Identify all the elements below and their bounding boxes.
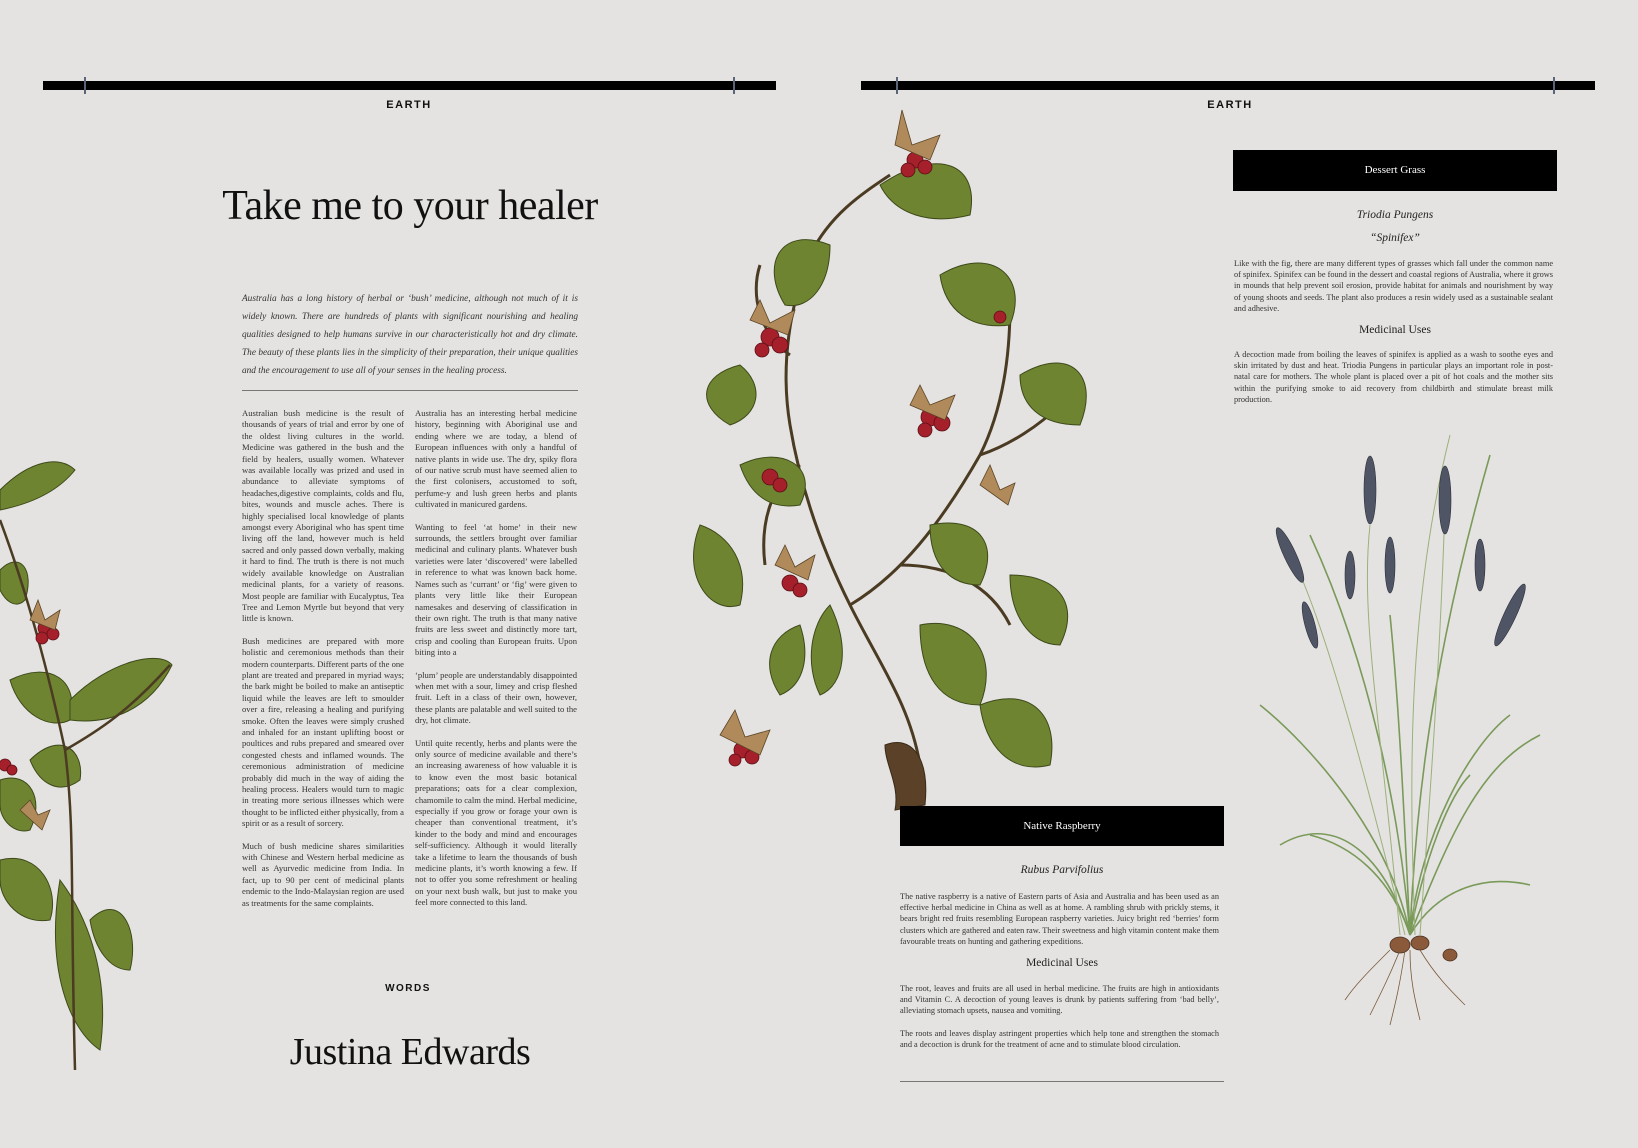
body-paragraph: Australian bush medicine is the result of thousands of years of trial and error by one of the oldest living cultures in the world. Medicine was gathered in the bush and the field by healers, usually women. Whatever was available locally was prized and used in abundance to alleviate symptoms of headaches,digestive complaints, colds and flu, bites, wounds and muscle aches. There is highly specialised local knowledge of plants amongst every Aboriginal who has spent time living off the land, however much is held sacred and only passed down verbally, making it hard to find. The truth is there is not much widely available knowledge on Australian medicinal plants, for a variety of reasons. Most people are familiar with Eucalyptus, Tea Tree and Lemon Myrtle but beyond that very little is known. (242, 408, 404, 624)
article-intro: Australia has a long history of herbal or ‘bush’ medicine, although not much of it is widely known. There are hundreds of plants with significant nourishing and healing qualities designed to help humans survive in our characteristically hot and dry climate. The beauty of these plants lies in the simplicity of their preparation, their unique qualities and the encouragement to use all of your senses in the healing process. (242, 294, 578, 376)
raspberry-latin-name: Rubus Parvifolius (1020, 864, 1104, 876)
raspberry-uses-heading: Medicinal Uses (1026, 957, 1098, 969)
left-top-tick (733, 77, 735, 94)
left-section-label: EARTH (386, 99, 432, 111)
raspberry-uses-text-2: The roots and leaves display astringent properties which help tone and strengthen the stomach and a decoction is drunk for the treatment of acne and to stimulate blood circulation. (900, 1029, 1219, 1050)
body-column-2 (415, 408, 577, 920)
grass-uses-text: A decoction made from boiling the leaves of spinifex is applied as a wash to soothe eyes and skin irritated by dust and heat. Triodia Pungens in particular plays an important role in post-natal care for mothers. The whole plant is placed over a pit of hot coals and the mother sits within the purifying smoke to aid recovery from childbirth and stimulate breast milk production. (1234, 350, 1553, 404)
grass-common-name: “Spinifex” (1370, 232, 1420, 244)
article-title: Take me to your healer (222, 183, 598, 229)
dessert-grass-heading: Dessert Grass (1233, 150, 1557, 191)
raspberry-bottom-rule (900, 1081, 1224, 1082)
raspberry-description: The native raspberry is a native of Eastern parts of Asia and Australia and has been used as an effective herbal medicine in China as well as at home. A rambling shrub with prickly stems, it bears bright red fruits resembling European raspberry varieties. Juicy bright red ‘berries’ form clusters which are gathered and eaten raw. Their sweetness and high vitamin content make them favourable treats on hunting and gathering expeditions. (900, 892, 1219, 946)
words-label: WORDS (385, 983, 431, 994)
body-paragraph: Australia has an interesting herbal medicine history, beginning with Aboriginal use and ending where we are today, a blend of European influences with only a handful of native plants in wide use. The dry, spiky flora of our native scrub must have seemed alien to the first colonisers, accustomed to soft, perfume-y and lush green herbs and plants cultivated in manicured gardens. (415, 408, 577, 510)
author-name: Justina Edwards (289, 1031, 531, 1073)
native-raspberry-illustration (680, 105, 1140, 805)
body-paragraph: Wanting to feel ‘at home’ in their new surrounds, the settlers brought over familiar medicinal and culinary plants. Whatever bush varieties were later ‘discovered’ were labelled in reference to what was known back home. Names such as ‘currant’ or ‘fig’ were given to plants very little like their European namesakes and deserving of classification in their own right. The truth is that many native fruits are less sweet and distinctly more tart, crisp and cooling than European fruits. Upon biting into a (415, 521, 577, 658)
grass-uses-heading: Medicinal Uses (1359, 324, 1431, 336)
intro-divider (242, 390, 578, 391)
spinifex-grass-illustration (1250, 415, 1550, 1025)
left-top-tick (84, 77, 86, 94)
body-paragraph: Much of bush medicine shares similarities with Chinese and Western herbal medicine as well as Ayurvedic medicine from India. In fact, up to 90 per cent of medicinal plants endemic to the Indo-Malaysian region are used as treatments for the same complaints. (242, 840, 404, 908)
right-top-tick (1553, 77, 1555, 94)
native-raspberry-heading: Native Raspberry (900, 806, 1224, 846)
body-paragraph: Until quite recently, herbs and plants were the only source of medicine available and there’s an increasing awareness of how valuable it is to know even the most basic botanical preparations; oats for a clear complexion, chamomile to calm the mind. Herbal medicine, especially if you grow or forage your own is cheaper than conventional treatment, it’s kinder to the body and mind and encourages self-sufficiency. Although it would literally take a lifetime to learn the thousands of bush medicine plants, it’s worth knowing a few. If not to offer you some refreshment or healing on your next bush walk, but just to make you feel more connected to this land. (415, 737, 577, 908)
grass-latin-name: Triodia Pungens (1356, 209, 1434, 221)
body-column-1 (242, 408, 404, 920)
right-section-label: EARTH (1207, 99, 1253, 111)
body-paragraph: Bush medicines are prepared with more holistic and ceremonious methods than their modern counterparts. Different parts of the one plant are treated and prepared in myriad ways; the bark might be boiled to make an antiseptic liquid while the leaves are left to smoulder over a fire, releasing a healing and purifying smoke. Often the leaves were simply crushed and inhaled for an instant uplifting boost or poultices and rubs prepared and smeared over congested chests and inflamed wounds. The ceremonious administration of medicine probably did much in the way of aiding the healing process. Healers would turn to magic in treating more serious illnesses which were thought to be inflicted either physically, from a spirit or as a result of sorcery. (242, 635, 404, 829)
grass-description: Like with the fig, there are many different types of grasses which fall under the common name of spinifex. Spinifex can be found in the dessert and coastal regions of Australia, where it grows in mounds that help prevent soil erosion, provide habitat for animals and nourishment by way of young shoots and seeds. The plant also produces a resin widely used as a sustainable sealant and adhesive. (1234, 259, 1553, 313)
left-top-bar (43, 81, 776, 90)
right-top-tick (896, 77, 898, 94)
right-top-bar (861, 81, 1595, 90)
raspberry-uses-text-1: The root, leaves and fruits are all used in herbal medicine. The fruits are high in antioxidants and Vitamin C. A decoction of young leaves is drunk by patients suffering from ‘bad belly’, alleviating stomach upsets, nausea and vomiting. (900, 984, 1219, 1016)
left-raspberry-illustration (0, 450, 180, 1110)
body-paragraph: ‘plum’ people are understandably disappointed when met with a sour, limey and crisp fleshed fruit. Left in a class of their own, however, these plants are palatable and well suited to the dry, hot climate. (415, 669, 577, 726)
